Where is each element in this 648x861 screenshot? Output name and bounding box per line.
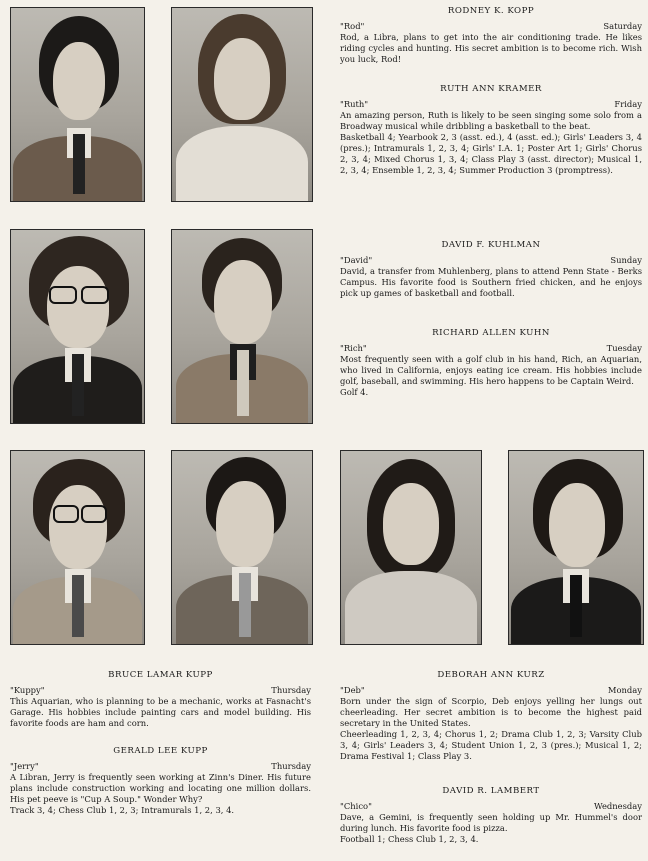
day: Sunday	[610, 255, 642, 265]
day: Thursday	[271, 761, 311, 771]
bio: An amazing person, Ruth is likely to be seen singing some solo from a Broadway musical while dribbling a basketball to the beat.	[340, 110, 642, 131]
student-name: DEBORAH ANN KURZ	[437, 670, 545, 680]
entry-rodney-kopp	[340, 6, 642, 65]
bio: David, a transfer from Muhlenberg, plans to attend Penn State - Berks Campus. His favorite food is Southern fried chicken, and he enjoys pick up games of basketball and football.	[340, 266, 642, 298]
day: Saturday	[603, 21, 642, 31]
student-name: RODNEY K. KOPP	[447, 6, 535, 16]
portrait-david-lambert	[508, 450, 644, 645]
entry-bruce-kupp	[10, 670, 311, 729]
nickname: "Ruth"	[340, 99, 369, 109]
activities: Cheerleading 1, 2, 3, 4; Chorus 1, 2; Drama Club 1, 2, 3; Varsity Club 3, 4; Girls' Leaders 3, 4; Student Union 1, 2, 3 (pres.); Musical 1, 2; Drama Festival 1; Class Play 3.	[340, 729, 642, 761]
bio: Born under the sign of Scorpio, Deb enjoys yelling her lungs out cheerleading. Her secret ambition is to become the highest paid secretary in the United States.	[340, 696, 642, 728]
portrait-richard-kuhn	[171, 229, 313, 424]
day: Thursday	[271, 685, 311, 695]
day: Tuesday	[606, 343, 642, 353]
nickname: "Deb"	[340, 685, 365, 695]
day: Monday	[607, 685, 642, 695]
portrait-ruth-kramer	[171, 7, 313, 202]
nickname: "Rod"	[340, 21, 365, 31]
nickname: "Kuppy"	[10, 685, 45, 695]
nickname: "Chico"	[340, 801, 372, 811]
activities: Football 1; Chess Club 1, 2, 3, 4.	[340, 834, 479, 844]
student-name: DAVID R. LAMBERT	[442, 786, 540, 796]
entry-richard-kuhn	[340, 328, 642, 398]
bio: This Aquarian, who is planning to be a mechanic, works at Fasnacht's Garage. His hobbies include painting cars and model building. His favorite foods are ham and corn.	[10, 696, 311, 728]
nickname: "David"	[340, 255, 373, 265]
portrait-david-kuhlman	[10, 229, 145, 424]
portrait-rodney-kopp	[10, 7, 145, 202]
day: Friday	[614, 99, 642, 109]
portrait-bruce-kupp	[10, 450, 145, 645]
entry-ruth-kramer	[340, 84, 642, 176]
day: Wednesday	[594, 801, 642, 811]
student-name: RUTH ANN KRAMER	[440, 84, 542, 94]
nickname: "Rich"	[340, 343, 367, 353]
student-name: GERALD LEE KUPP	[113, 746, 208, 756]
activities: Golf 4.	[340, 387, 369, 397]
bio: A Libran, Jerry is frequently seen working at Zinn's Diner. His future plans include construction working and locating one million dollars. His pet peeve is "Cup A Soup." Wonder Why?	[10, 772, 311, 804]
activities: Basketball 4; Yearbook 2, 3 (asst. ed.), 4 (asst. ed.); Girls' Leaders 3, 4 (pres.); Intramurals 1, 2, 3, 4; Girls' I.A. 1; Poster Art 1; Girls' Chorus 2, 3, 4; Mixed Chorus 1, 3, 4; Class Play 3 (asst. director); Musical 1, 2, 3, 4; Ensemble 1, 2, 3, 4; Summer Production 3 (promptress).	[340, 132, 642, 175]
entry-gerald-kupp	[10, 746, 311, 816]
bio: Dave, a Gemini, is frequently seen holding up Mr. Hummel's door during lunch. His favorite food is pizza.	[340, 812, 642, 833]
entry-david-lambert	[340, 786, 642, 845]
student-name: RICHARD ALLEN KUHN	[432, 328, 550, 338]
student-name: DAVID F. KUHLMAN	[441, 240, 541, 250]
student-name: BRUCE LAMAR KUPP	[108, 670, 213, 680]
entry-david-kuhlman	[340, 240, 642, 299]
portrait-deborah-kurz	[340, 450, 482, 645]
nickname: "Jerry"	[10, 761, 39, 771]
bio: Most frequently seen with a golf club in his hand, Rich, an Aquarian, who lived in California, enjoys eating ice cream. His hobbies include golf, baseball, and swimming. His hero happens to be Captain Weird.	[340, 354, 642, 386]
entry-deborah-kurz	[340, 670, 642, 762]
bio: Rod, a Libra, plans to get into the air conditioning trade. He likes riding cycles and hunting. His secret ambition is to become rich. Wish you luck, Rod!	[340, 32, 642, 64]
portrait-gerald-kupp	[171, 450, 313, 645]
activities: Track 3, 4; Chess Club 1, 2, 3; Intramurals 1, 2, 3, 4.	[10, 805, 235, 815]
